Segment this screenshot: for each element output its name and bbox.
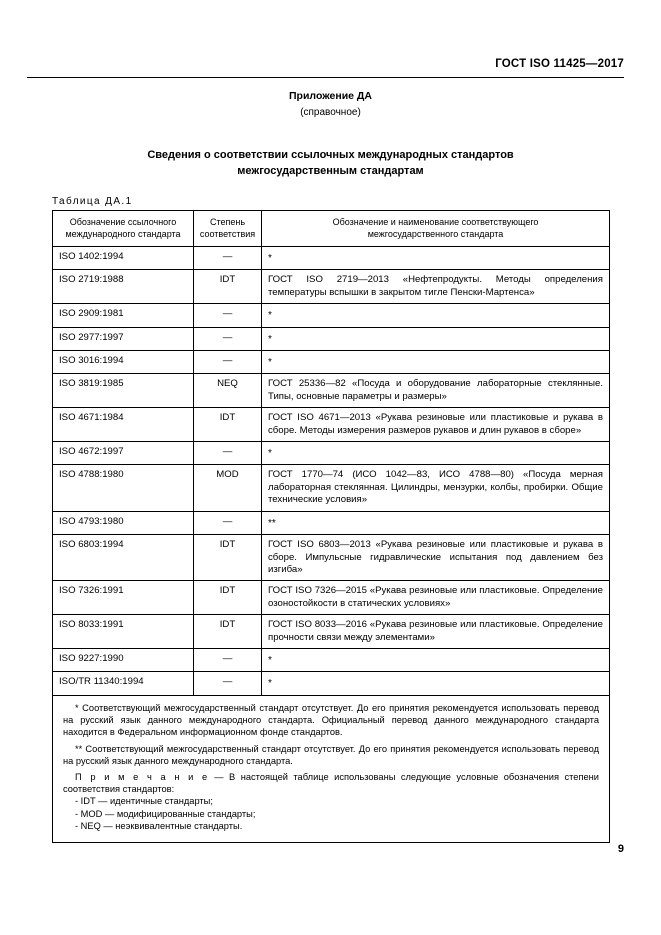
cell-reference: ISO 3016:1994 (53, 351, 194, 374)
cell-equivalent: * (262, 672, 610, 695)
cell-equivalent: ГОСТ ISO 6803—2013 «Рукава резиновые или пластиковые и рукава в сборе. Импульсные гидравлические испытания под давлением без изгиба» (262, 535, 610, 581)
footnote-note (63, 771, 599, 795)
cell-degree: IDT (194, 581, 262, 615)
table-header-equivalent-line-1: Обозначение и наименование соответствующего (332, 217, 539, 227)
annex-title: Приложение ДА (289, 90, 372, 102)
table-row (53, 581, 610, 615)
table-row (53, 374, 610, 408)
table-footnotes (52, 695, 610, 843)
table-header-row (53, 211, 610, 247)
footnote-note-label: П р и м е ч а н и е (75, 772, 209, 783)
table-header-reference (53, 211, 194, 247)
table-row (53, 672, 610, 695)
table-header-equivalent-line-2: межгосударственного стандарта (367, 228, 504, 239)
table-header-degree-line-2: соответствия (199, 228, 256, 239)
cell-reference: ISO 4793:1980 (53, 511, 194, 534)
cell-degree: — (194, 511, 262, 534)
cell-equivalent: ГОСТ ISO 7326—2015 «Рукава резиновые или пластиковые. Определение озоностойкости в статических условиях» (262, 581, 610, 615)
cell-equivalent: * (262, 648, 610, 671)
table-row (53, 270, 610, 304)
cell-degree: MOD (194, 465, 262, 511)
cell-reference: ISO 1402:1994 (53, 247, 194, 270)
cell-equivalent: ** (262, 511, 610, 534)
table-row (53, 648, 610, 671)
cell-degree: IDT (194, 615, 262, 649)
cell-reference: ISO 3819:1985 (53, 374, 194, 408)
cell-reference: ISO 4671:1984 (53, 408, 194, 442)
cell-degree: — (194, 327, 262, 350)
cell-reference: ISO/TR 11340:1994 (53, 672, 194, 695)
table-header-degree (194, 211, 262, 247)
cell-reference: ISO 6803:1994 (53, 535, 194, 581)
table-row (53, 442, 610, 465)
cell-degree: — (194, 247, 262, 270)
cell-degree: — (194, 351, 262, 374)
list-item: - NEQ — неэквивалентные стандарты. (75, 820, 243, 831)
cell-degree: IDT (194, 270, 262, 304)
table-row (53, 327, 610, 350)
table-header-degree-line-1: Степень (209, 217, 246, 227)
cell-degree: — (194, 442, 262, 465)
page-title-line-1: Сведения о соответствии ссылочных международных стандартов (147, 149, 514, 161)
table-row (53, 247, 610, 270)
cell-equivalent: * (262, 442, 610, 465)
cell-equivalent: * (262, 304, 610, 327)
cell-degree: IDT (194, 408, 262, 442)
cell-degree: — (194, 648, 262, 671)
cell-equivalent: ГОСТ 1770—74 (ИСО 1042—83, ИСО 4788—80) «Посуда мерная лабораторная стеклянная. Цилиндры, мензурки, колбы, пробирки. Общие технические условия» (262, 465, 610, 511)
table-row (53, 465, 610, 511)
table-row (53, 304, 610, 327)
table-row (53, 351, 610, 374)
cell-equivalent: * (262, 247, 610, 270)
header-divider (27, 77, 624, 78)
cell-reference: ISO 2719:1988 (53, 270, 194, 304)
table-header-reference-line-1: Обозначение ссылочного (69, 217, 177, 227)
cell-equivalent: ГОСТ ISO 4671—2013 «Рукава резиновые или пластиковые и рукава в сборе. Методы измерения размеров рукавов и длин рукавов в сборе» (262, 408, 610, 442)
table-caption: Таблица ДА.1 (52, 196, 133, 207)
list-item: - MOD — модифицированные стандарты; (75, 808, 256, 819)
table-row (53, 535, 610, 581)
page-title-line-2: межгосударственным стандартам (237, 165, 424, 177)
cell-reference: ISO 4672:1997 (53, 442, 194, 465)
table-row (53, 408, 610, 442)
footnote-note-text: — В настоящей таблице использованы следующие условные обозначения степени соответствия стандартов: (63, 772, 599, 795)
table-header-equivalent (262, 211, 610, 247)
cell-reference: ISO 7326:1991 (53, 581, 194, 615)
annex-subtitle: (справочное) (300, 107, 361, 118)
footnote-double-star: ** Соответствующий межгосударственный стандарт отсутствует. До его принятия рекомендуется использовать перевод на русский язык данного международного стандарта. (63, 743, 599, 766)
cell-degree: — (194, 304, 262, 327)
page-header-standard-code: ГОСТ ISO 11425—2017 (495, 58, 624, 70)
list-item: - IDT — идентичные стандарты; (75, 796, 213, 807)
cell-reference: ISO 4788:1980 (53, 465, 194, 511)
correspondence-table (52, 210, 610, 696)
cell-equivalent: ГОСТ ISO 2719—2013 «Нефтепродукты. Методы определения температуры вспышки в закрытом тигле Пенски-Мартенса» (262, 270, 610, 304)
footnote-single-star: * Соответствующий межгосударственный стандарт отсутствует. До его принятия рекомендуется использовать перевод на русский язык данного международного стандарта. Официальный перевод данного международного стандарта находится в Федеральном информационном фонде стандартов. (63, 703, 599, 738)
cell-degree: — (194, 672, 262, 695)
table-header-reference-line-2: международного стандарта (65, 228, 181, 239)
table-row (53, 615, 610, 649)
cell-degree: IDT (194, 535, 262, 581)
cell-equivalent: * (262, 327, 610, 350)
cell-equivalent: ГОСТ 25336—82 «Посуда и оборудование лабораторные стеклянные. Типы, основные параметры и размеры» (262, 374, 610, 408)
table-row (53, 511, 610, 534)
cell-reference: ISO 8033:1991 (53, 615, 194, 649)
cell-equivalent: * (262, 351, 610, 374)
page-number: 9 (617, 843, 624, 855)
cell-reference: ISO 9227:1990 (53, 648, 194, 671)
cell-degree: NEQ (194, 374, 262, 408)
footnote-legend-list (63, 795, 599, 832)
cell-reference: ISO 2977:1997 (53, 327, 194, 350)
page-title (60, 147, 601, 179)
cell-reference: ISO 2909:1981 (53, 304, 194, 327)
cell-equivalent: ГОСТ ISO 8033—2016 «Рукава резиновые или пластиковые. Определение прочности связи между элементами» (262, 615, 610, 649)
